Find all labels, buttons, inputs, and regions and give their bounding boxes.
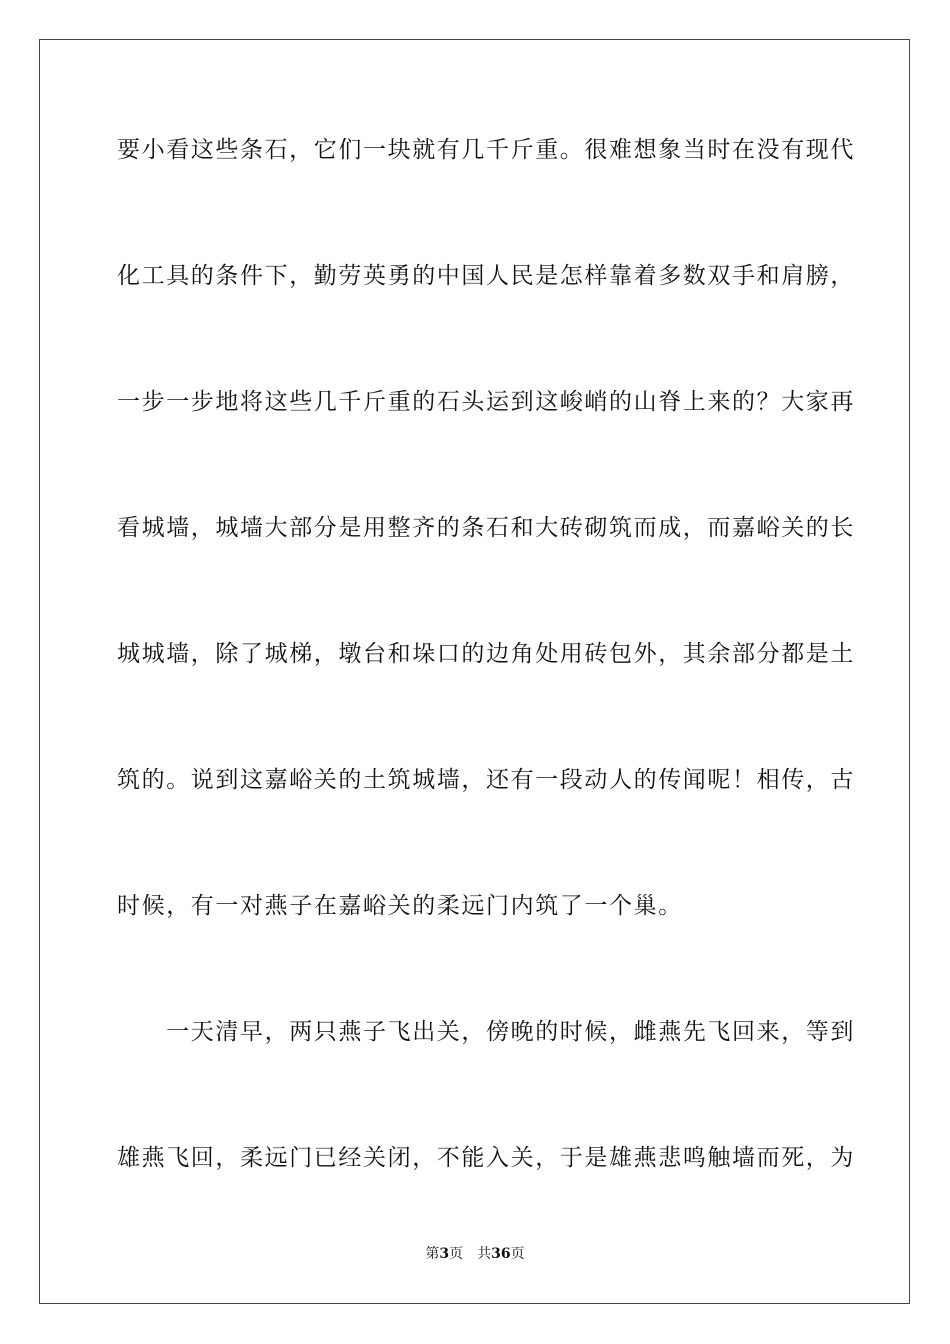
total-suffix: 页 [510,1246,525,1262]
total-pages: 36 [491,1246,511,1262]
page-border [39,39,910,1304]
text-line-7: 时候，有一对燕子在嘉峪关的柔远门内筑了一个巢。 [117,893,683,919]
total-prefix: 共 [477,1246,492,1262]
text-line-6: 筑的。说到这嘉峪关的土筑城墙，还有一段动人的传闻呢！相传，古 [117,767,855,793]
text-line-3: 一步一步地将这些几千斤重的石头运到这峻峭的山脊上来的？大家再 [117,389,855,415]
text-line-8: 一天清早，两只燕子飞出关，傍晚的时候，雌燕先飞回来，等到 [117,1019,855,1045]
text-line-9: 雄燕飞回，柔远门已经关闭，不能入关，于是雄燕悲鸣触墙而死，为 [117,1145,855,1171]
page-suffix: 页 [449,1246,464,1262]
text-line-2: 化工具的条件下，勤劳英勇的中国人民是怎样靠着多数双手和肩膀， [117,263,855,289]
page-footer [0,1245,950,1263]
page-number: 3 [439,1246,450,1262]
text-line-5: 城城墙，除了城梯，墩台和垛口的边角处用砖包外，其余部分都是土 [117,641,855,667]
page-prefix: 第 [425,1246,440,1262]
text-line-1: 要小看这些条石，它们一块就有几千斤重。很难想象当时在没有现代 [117,137,855,163]
text-line-4: 看城墙，城墙大部分是用整齐的条石和大砖砌筑而成，而嘉峪关的长 [117,515,855,541]
